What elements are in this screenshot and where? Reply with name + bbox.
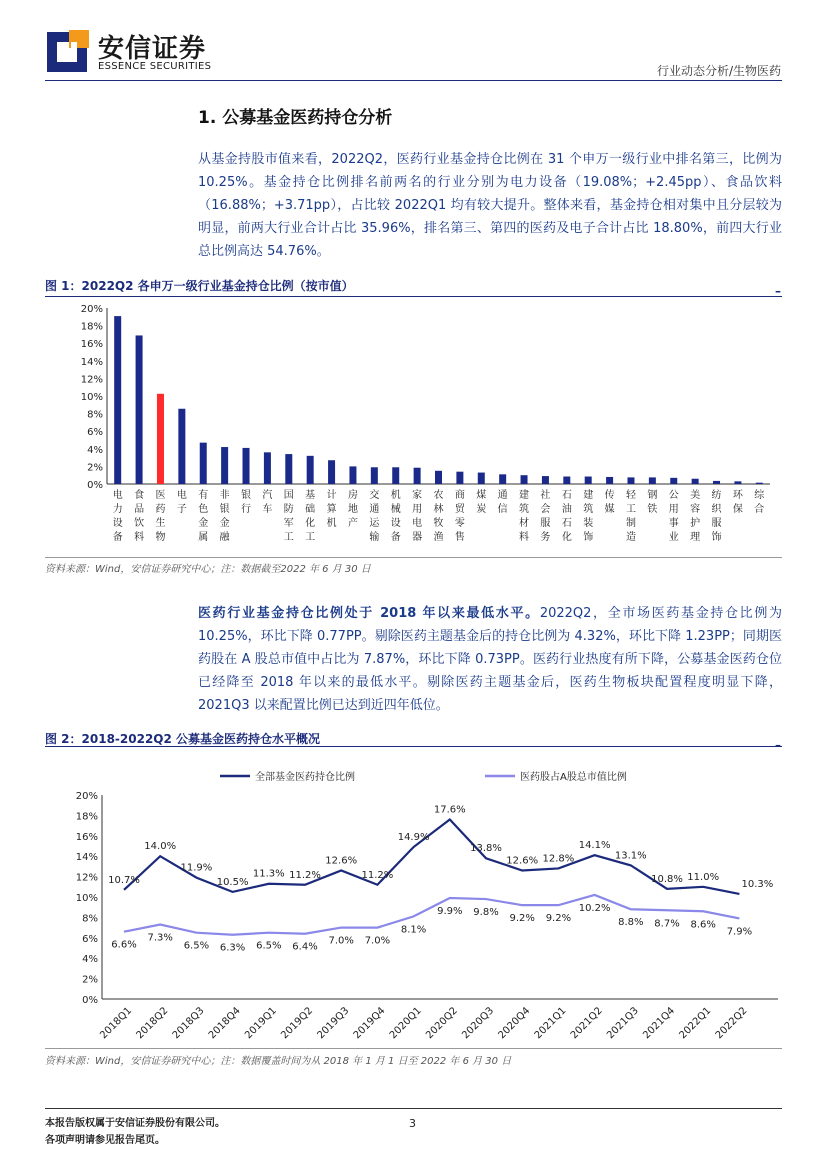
data-label: 12.6% bbox=[325, 855, 358, 867]
x-tick-label: 房地产 bbox=[347, 490, 358, 529]
data-label: 9.9% bbox=[437, 906, 463, 918]
data-label: 8.6% bbox=[690, 919, 716, 931]
bar bbox=[521, 475, 528, 484]
x-tick-label: 2020Q4 bbox=[496, 1005, 533, 1042]
bar bbox=[392, 467, 399, 484]
x-tick-label: 汽车 bbox=[262, 490, 273, 515]
bar bbox=[435, 471, 442, 484]
bar bbox=[307, 456, 314, 484]
header-divider bbox=[45, 80, 782, 81]
x-tick-label: 社会服务 bbox=[540, 490, 551, 543]
data-label: 11.0% bbox=[687, 871, 720, 883]
bar bbox=[734, 481, 741, 484]
x-tick-label: 医药生物 bbox=[155, 490, 166, 543]
data-label: 6.5% bbox=[256, 940, 282, 952]
x-tick-label: 银行 bbox=[241, 490, 252, 515]
data-label: 6.4% bbox=[292, 941, 318, 953]
bar bbox=[285, 454, 292, 484]
x-tick-label: 钢铁 bbox=[647, 490, 658, 515]
y-tick-label: 0% bbox=[87, 480, 103, 491]
data-label: 13.1% bbox=[614, 850, 647, 862]
figure-1-bottom-rule bbox=[45, 557, 782, 558]
data-label: 12.6% bbox=[506, 855, 539, 867]
legend-label: 医药股占A股总市值比例 bbox=[520, 772, 627, 783]
y-tick-label: 12% bbox=[80, 374, 103, 386]
bar bbox=[114, 316, 121, 484]
data-label: 10.2% bbox=[578, 902, 611, 914]
paragraph-1: 从基金持股市值来看，2022Q2，医药行业基金持仓比例在 31 个申万一级行业中排名第三，比例为 10.25%。基金持仓比例排名前两名的行业分别为电力设备（19.08%；+2.45pp）、食品饮料（16.88%；+3.71pp），占比较 2022Q1 均有较大提升。整体来看，基金持仓相对集中且分层较为明显，前两大行业合计占比 35.96%，排名第三、第四的医药及电子合计占比 18.80%，前四大行业总比例高达 54.76%。 bbox=[198, 152, 782, 259]
x-tick-label: 2018Q2 bbox=[134, 1005, 171, 1042]
figure-1-top-rule bbox=[45, 296, 782, 297]
x-tick-label: 计算机 bbox=[326, 490, 337, 529]
y-tick-label: 6% bbox=[87, 427, 103, 439]
series-line bbox=[124, 895, 739, 935]
y-tick-label: 8% bbox=[82, 913, 98, 925]
x-tick-label: 2021Q3 bbox=[605, 1005, 641, 1042]
x-tick-label: 2021Q4 bbox=[641, 1005, 678, 1042]
data-label: 6.6% bbox=[111, 939, 137, 951]
x-tick-label: 纺织服饰 bbox=[711, 490, 722, 543]
y-tick-label: 4% bbox=[82, 954, 98, 966]
x-tick-label: 轻工制造 bbox=[625, 490, 636, 543]
bar bbox=[264, 452, 271, 484]
x-tick-label: 有色金属 bbox=[198, 490, 209, 543]
x-tick-label: 2022Q1 bbox=[677, 1005, 714, 1042]
bar bbox=[542, 476, 549, 484]
footer-copyright: 本报告版权属于安信证券股份有限公司。 bbox=[45, 1118, 225, 1129]
x-tick-label: 建筑材料 bbox=[519, 490, 530, 543]
x-tick-label: 电子 bbox=[176, 490, 187, 515]
figure-1-dash: – bbox=[775, 284, 781, 298]
data-label: 11.3% bbox=[252, 868, 285, 880]
data-label: 6.3% bbox=[219, 942, 246, 954]
x-tick-label: 2020Q2 bbox=[424, 1005, 460, 1042]
footer-divider bbox=[45, 1108, 782, 1109]
data-label: 7.0% bbox=[364, 935, 391, 947]
data-label: 12.8% bbox=[542, 853, 575, 865]
x-tick-label: 国防军工 bbox=[283, 490, 294, 543]
x-tick-label: 2020Q3 bbox=[460, 1005, 497, 1042]
section-title: 1. 公募基金医药持仓分析 bbox=[198, 108, 393, 128]
data-label: 8.8% bbox=[618, 917, 644, 929]
x-tick-label: 通信 bbox=[497, 490, 508, 515]
bar bbox=[136, 335, 143, 484]
x-tick-label: 2021Q2 bbox=[568, 1005, 605, 1042]
x-tick-label: 美容护理 bbox=[690, 490, 701, 543]
x-tick-label: 家用电器 bbox=[412, 490, 423, 543]
brand-name-cn: 安信证券 bbox=[98, 34, 207, 64]
x-tick-label: 环保 bbox=[732, 490, 743, 515]
x-tick-label: 电力设备 bbox=[112, 490, 123, 543]
data-label: 17.6% bbox=[433, 804, 466, 816]
data-label: 14.9% bbox=[397, 832, 430, 844]
x-tick-label: 2018Q3 bbox=[170, 1005, 207, 1042]
x-tick-label: 非银金融 bbox=[219, 490, 230, 543]
bar bbox=[178, 409, 185, 484]
data-label: 9.8% bbox=[473, 907, 499, 919]
data-label: 11.2% bbox=[361, 869, 394, 881]
bar bbox=[478, 473, 485, 484]
data-label: 6.5% bbox=[183, 940, 210, 952]
data-label: 13.8% bbox=[470, 843, 502, 855]
bar bbox=[585, 477, 592, 484]
x-tick-label: 2020Q1 bbox=[387, 1005, 424, 1042]
x-tick-label: 农林牧渔 bbox=[433, 490, 444, 543]
figure-1-title: 图 1：2022Q2 各申万一级行业基金持仓比例（按市值） bbox=[45, 279, 354, 293]
x-tick-label: 2019Q2 bbox=[279, 1005, 316, 1042]
bar bbox=[157, 394, 164, 484]
data-label: 11.2% bbox=[289, 869, 321, 881]
data-label: 10.5% bbox=[216, 876, 249, 888]
x-tick-label: 石油石化 bbox=[561, 490, 572, 543]
x-tick-label: 公用事业 bbox=[668, 490, 679, 543]
y-tick-label: 2% bbox=[87, 462, 103, 474]
figure-2-source: 资料来源：Wind，安信证券研究中心；注：数据覆盖时间为从 2018 年 1 月 1 日至 2022 年 6 月 30 日 bbox=[45, 1056, 512, 1067]
figure-2-top-rule bbox=[45, 746, 782, 747]
y-tick-label: 14% bbox=[80, 356, 103, 368]
y-tick-label: 20% bbox=[80, 304, 103, 315]
data-label: 8.7% bbox=[654, 918, 680, 930]
bar bbox=[563, 477, 570, 484]
bar bbox=[649, 477, 656, 484]
y-tick-label: 10% bbox=[80, 392, 103, 403]
x-tick-label: 2019Q3 bbox=[315, 1005, 352, 1042]
y-tick-label: 16% bbox=[75, 831, 98, 843]
data-label: 7.0% bbox=[328, 935, 354, 947]
paragraph-2-lead: 医药行业基金持仓比例处于 2018 年以来最低水平。 bbox=[198, 606, 540, 621]
y-tick-label: 18% bbox=[75, 811, 98, 823]
x-tick-label: 食品饮料 bbox=[134, 490, 145, 543]
figure-1-source: 资料来源：Wind，安信证券研究中心；注：数据截至2022 年 6 月 30 日 bbox=[45, 564, 371, 575]
bar bbox=[349, 466, 356, 484]
figure-2-bottom-rule bbox=[45, 1048, 782, 1049]
y-tick-label: 2% bbox=[82, 974, 98, 986]
paragraph-2 bbox=[198, 602, 782, 717]
bar bbox=[221, 447, 228, 484]
bar bbox=[371, 467, 378, 484]
x-tick-label: 传媒 bbox=[604, 490, 615, 515]
y-tick-label: 18% bbox=[80, 321, 103, 333]
company-logo-icon bbox=[45, 30, 89, 74]
bar bbox=[200, 443, 207, 484]
x-tick-label: 基础化工 bbox=[305, 490, 316, 543]
data-label: 9.2% bbox=[509, 913, 535, 925]
y-tick-label: 12% bbox=[75, 872, 98, 884]
x-tick-label: 2021Q1 bbox=[532, 1005, 569, 1042]
bar bbox=[670, 478, 677, 484]
legend-label: 全部基金医药持仓比例 bbox=[255, 772, 355, 783]
footer-disclaimer: 各项声明请参见报告尾页。 bbox=[45, 1135, 165, 1146]
data-label: 7.9% bbox=[726, 926, 753, 938]
page-number: 3 bbox=[409, 1117, 416, 1130]
y-tick-label: 0% bbox=[82, 995, 98, 1006]
x-tick-label: 煤炭 bbox=[476, 490, 487, 515]
bar bbox=[328, 460, 335, 484]
bar bbox=[414, 468, 421, 484]
data-label: 9.2% bbox=[545, 913, 572, 925]
figure-2-title: 图 2：2018-2022Q2 公募基金医药持仓水平概况 bbox=[45, 732, 321, 746]
bar bbox=[456, 472, 463, 484]
y-tick-label: 10% bbox=[75, 893, 98, 904]
bar bbox=[499, 474, 506, 484]
bar bbox=[713, 481, 720, 484]
report-type: 行业动态分析/生物医药 bbox=[656, 64, 781, 78]
data-label: 10.3% bbox=[741, 878, 774, 890]
bar bbox=[756, 483, 763, 484]
data-label: 8.1% bbox=[400, 924, 427, 936]
industry-holding-bar-chart bbox=[45, 298, 782, 556]
pharma-holding-line-chart bbox=[45, 750, 782, 1047]
y-tick-label: 6% bbox=[82, 933, 98, 945]
data-label: 7.3% bbox=[147, 932, 173, 944]
x-tick-label: 交通运输 bbox=[369, 490, 380, 543]
data-label: 11.9% bbox=[180, 862, 213, 874]
x-tick-label: 商贸零售 bbox=[454, 490, 465, 543]
bar bbox=[606, 477, 613, 484]
y-tick-label: 14% bbox=[75, 852, 98, 864]
data-label: 10.7% bbox=[108, 874, 140, 886]
figure-2-dash: – bbox=[775, 738, 781, 752]
data-label: 14.1% bbox=[578, 840, 611, 852]
x-tick-label: 机械设备 bbox=[390, 490, 401, 543]
y-tick-label: 4% bbox=[87, 444, 103, 456]
y-tick-label: 20% bbox=[75, 791, 98, 802]
x-tick-label: 2018Q4 bbox=[206, 1005, 243, 1042]
data-label: 14.0% bbox=[144, 841, 177, 853]
data-label: 10.8% bbox=[651, 873, 683, 885]
x-tick-label: 2022Q2 bbox=[713, 1005, 750, 1042]
bar bbox=[243, 448, 250, 484]
y-tick-label: 8% bbox=[87, 409, 103, 421]
x-tick-label: 2019Q4 bbox=[351, 1005, 388, 1042]
y-tick-label: 16% bbox=[80, 339, 103, 351]
brand-name-en: ESSENCE SECURITIES bbox=[98, 61, 212, 72]
bar bbox=[627, 477, 634, 484]
paragraph-2-body: 2022Q2，全市场医药基金持仓比例为 10.25%，环比下降 0.77PP。剔除医药主题基金后的持仓比例为 4.32%，环比下降 1.23PP；同期医药股在 A 股总市值中占比为 7.87%，环比下降 0.73PP。医药行业热度有所下降，公募基金医药仓位已经降至 2018 年以来的最低水平。剔除医药主题基金后，医药生物板块配置程度明显下降，2021Q3 以来配置比例已达到近四年低位。 bbox=[198, 606, 783, 713]
x-tick-label: 2018Q1 bbox=[98, 1005, 135, 1042]
bar bbox=[692, 479, 699, 484]
x-tick-label: 综合 bbox=[754, 490, 765, 515]
x-tick-label: 建筑装饰 bbox=[583, 490, 594, 543]
x-tick-label: 2019Q1 bbox=[243, 1005, 279, 1042]
